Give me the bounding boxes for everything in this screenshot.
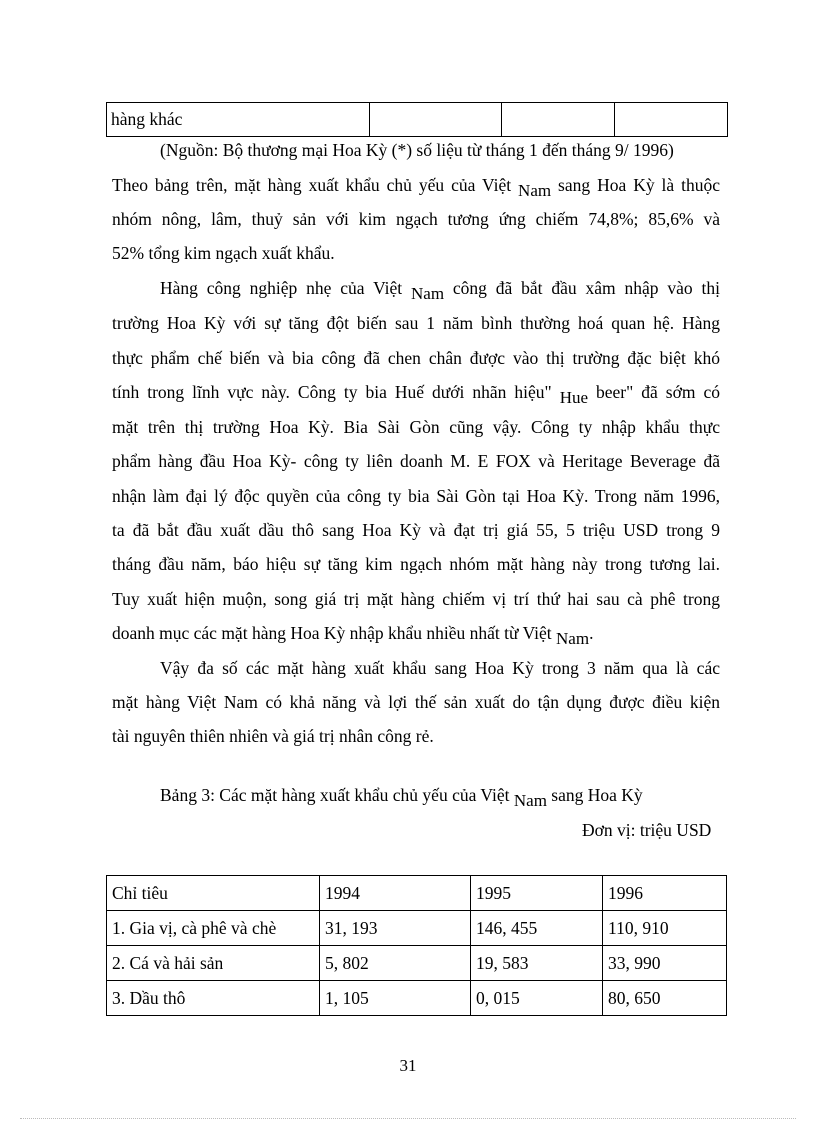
table-row xyxy=(107,946,727,981)
table-cell: 1. Gia vị, cà phê và chè xyxy=(107,911,320,946)
source-note: (Nguồn: Bộ thương mại Hoa Kỳ (*) số liệu từ tháng 1 đến tháng 9/ 1996) xyxy=(160,140,674,160)
table-cell: 110, 910 xyxy=(603,911,727,946)
table-header-row xyxy=(107,876,727,911)
table-caption: Bảng 3: Các mặt hàng xuất khẩu chủ yếu của Việt Nam sang Hoa Kỳ xyxy=(160,785,643,810)
table-cell: 146, 455 xyxy=(471,911,603,946)
header-cell: 1994 xyxy=(320,876,471,911)
para1-line3: 52% tổng kim ngạch xuất khẩu. xyxy=(112,243,335,263)
para2-line4: tính trong lĩnh vực này. Công ty bia Huế dưới nhãn hiệu" Hue beer" đã sớm có xyxy=(112,382,721,407)
para3-line2: mặt hàng Việt Nam có khả năng và lợi thế sản xuất do tận dụng được điều kiện xyxy=(112,692,720,712)
table-row xyxy=(107,103,728,137)
table-cell xyxy=(615,103,728,137)
table-cell: 80, 650 xyxy=(603,981,727,1016)
table-cell: 3. Dầu thô xyxy=(107,981,320,1016)
export-table xyxy=(106,875,727,1016)
para3-line3: tài nguyên thiên nhiên và giá trị nhân công rẻ. xyxy=(112,726,434,746)
header-cell: 1996 xyxy=(603,876,727,911)
table-cell: 33, 990 xyxy=(603,946,727,981)
para2-line2: trường Hoa Kỳ với sự tăng đột biến sau 1 năm bình thường hoá quan hệ. Hàng xyxy=(112,313,720,333)
para2-line3: thực phẩm chế biến và bia công đã chen chân được vào thị trường đặc biệt khó xyxy=(112,348,720,368)
para2-line10: Tuy xuất hiện muộn, song giá trị mặt hàng chiếm vị trí thứ hai sau cà phê trong xyxy=(112,589,720,609)
unit-label: Đơn vị: triệu USD xyxy=(582,820,712,840)
page-number: 31 xyxy=(399,1056,417,1075)
para2-line11: doanh mục các mặt hàng Hoa Kỳ nhập khẩu nhiều nhất từ Việt Nam. xyxy=(112,623,594,648)
table-cell xyxy=(502,103,615,137)
table-row xyxy=(107,911,727,946)
table-cell: 0, 015 xyxy=(471,981,603,1016)
table-row xyxy=(107,981,727,1016)
para3-line1: Vậy đa số các mặt hàng xuất khẩu sang Hoa Kỳ trong 3 năm qua là các xyxy=(160,658,720,678)
table-cell: 1, 105 xyxy=(320,981,471,1016)
header-cell: Chỉ tiêu xyxy=(107,876,320,911)
top-table-fragment xyxy=(106,102,728,137)
para2-line6: phẩm hàng đầu Hoa Kỳ- công ty liên doanh M. E FOX và Heritage Beverage đã xyxy=(112,451,720,471)
para2-line9: tháng đầu năm, báo hiệu sự tăng kim ngạch nhóm mặt hàng này trong tương lai. xyxy=(112,554,720,574)
table-cell: 2. Cá và hải sản xyxy=(107,946,320,981)
para2-line1: Hàng công nghiệp nhẹ của Việt Nam công đã bắt đầu xâm nhập vào thị xyxy=(160,278,720,303)
para1-line1: Theo bảng trên, mặt hàng xuất khẩu chủ yếu của Việt Nam sang Hoa Kỳ là thuộc xyxy=(112,175,720,200)
table-cell: hàng khác xyxy=(107,103,370,137)
para2-line8: ta đã bắt đầu xuất dầu thô sang Hoa Kỳ và đạt trị giá 55, 5 triệu USD trong 9 xyxy=(112,520,720,540)
para2-line5: mặt trên thị trường Hoa Kỳ. Bia Sài Gòn cũng vậy. Công ty nhập khẩu thực xyxy=(112,417,720,437)
table-cell: 5, 802 xyxy=(320,946,471,981)
para2-line7: nhận làm đại lý độc quyền của công ty bia Sài Gòn tại Hoa Kỳ. Trong năm 1996, xyxy=(112,486,720,506)
table-cell: 31, 193 xyxy=(320,911,471,946)
header-cell: 1995 xyxy=(471,876,603,911)
table-cell xyxy=(370,103,502,137)
para1-line2: nhóm nông, lâm, thuỷ sản với kim ngạch tương ứng chiếm 74,8%; 85,6% và xyxy=(112,209,720,229)
page-bottom-divider xyxy=(20,1118,796,1119)
table-cell: 19, 583 xyxy=(471,946,603,981)
